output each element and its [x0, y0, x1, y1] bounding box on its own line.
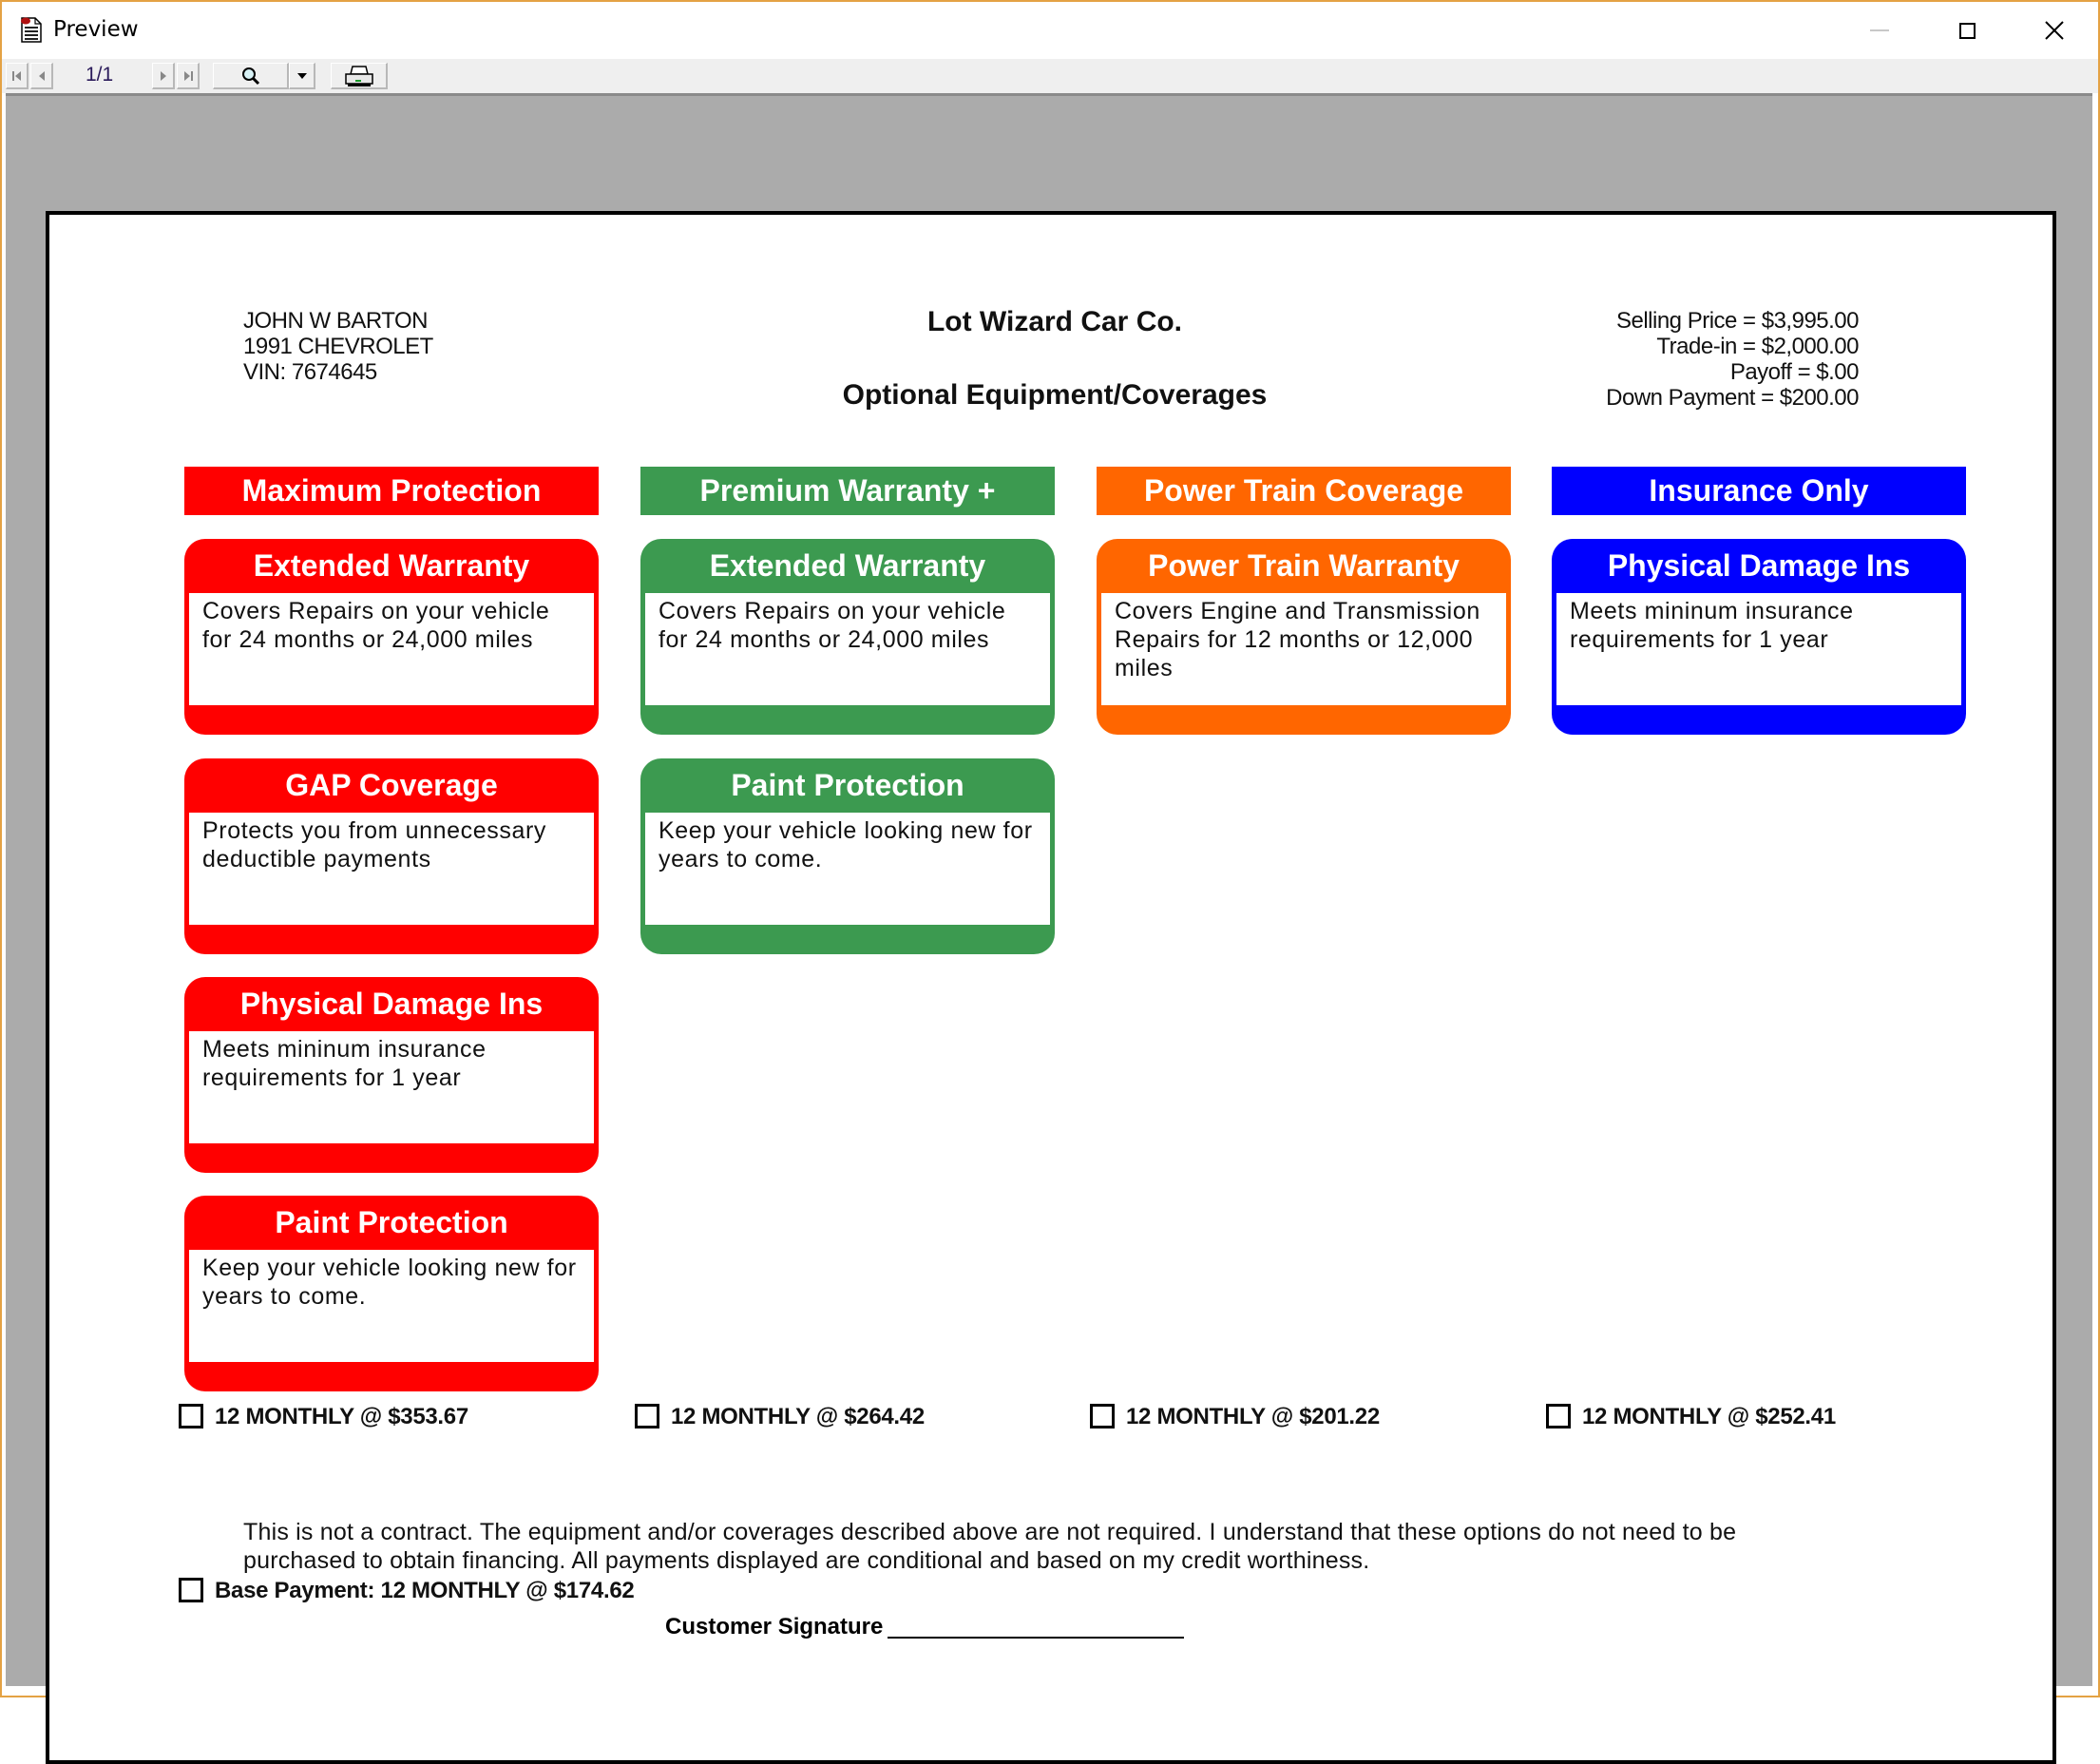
previous-page-button[interactable] — [30, 63, 53, 89]
disclaimer-line-1: This is not a contract. The equipment and/or coverages described above are not required. I understand that these options do not need to be — [243, 1519, 1737, 1545]
trade-in: Trade-in = $2,000.00 — [1656, 334, 1859, 359]
option-checkbox-power-train[interactable] — [1090, 1404, 1115, 1428]
card-title: GAP Coverage — [285, 767, 498, 802]
card-title: Paint Protection — [731, 767, 964, 802]
maximize-button[interactable] — [1923, 2, 2011, 59]
card-description: Keep your vehicle looking new for years to come. — [189, 1250, 594, 1362]
base-payment: Base Payment: 12 MONTHLY @ $174.62 — [215, 1578, 635, 1603]
coverage-card — [640, 539, 1055, 735]
column-header-insurance-only: Insurance Only — [1552, 467, 1966, 515]
disclaimer — [243, 1518, 1916, 1575]
window-title: Preview — [53, 17, 139, 42]
magnifier-icon — [240, 66, 261, 86]
last-page-icon — [181, 69, 195, 83]
coverage-card — [1097, 539, 1511, 735]
payment-maximum-protection: 12 MONTHLY @ $353.67 — [215, 1404, 468, 1429]
last-page-button[interactable] — [177, 63, 200, 89]
preview-viewport[interactable] — [6, 93, 2092, 1686]
next-page-icon — [157, 69, 170, 83]
vehicle-description: 1991 CHEVROLET — [243, 334, 433, 359]
coverage-card — [1552, 539, 1966, 735]
column-header-premium-warranty: Premium Warranty + — [640, 467, 1055, 515]
option-checkbox-insurance-only[interactable] — [1546, 1404, 1571, 1428]
first-page-button[interactable] — [6, 63, 29, 89]
card-description: Keep your vehicle looking new for years to come. — [645, 813, 1050, 925]
maximize-icon — [1959, 23, 1976, 39]
card-title: Physical Damage Ins — [239, 986, 544, 1021]
card-title: Extended Warranty — [709, 547, 986, 583]
minimize-button[interactable] — [1836, 2, 1923, 59]
card-description: Protects you from unnecessary deductible payments — [189, 813, 594, 925]
previous-page-icon — [35, 69, 48, 83]
close-icon — [2044, 20, 2065, 41]
customer-name: JOHN W BARTON — [243, 308, 428, 334]
chevron-down-icon — [296, 72, 308, 80]
disclaimer-line-2: purchased to obtain financing. All payments displayed are conditional and based on my credit worthiness. — [243, 1547, 1370, 1574]
payment-insurance-only: 12 MONTHLY @ $252.41 — [1582, 1404, 1836, 1429]
zoom-button[interactable] — [213, 63, 289, 89]
card-description: Covers Engine and Transmission Repairs for 12 months or 12,000 miles — [1101, 593, 1506, 705]
first-page-icon — [10, 69, 24, 83]
card-description: Covers Repairs on your vehicle for 24 months or 24,000 miles — [645, 593, 1050, 705]
column-header-maximum-protection: Maximum Protection — [184, 467, 599, 515]
pricing-summary — [1606, 308, 1859, 411]
card-description: Meets mininum insurance requirements for 1 year — [1556, 593, 1961, 705]
printer-icon — [344, 65, 374, 87]
payment-premium-warranty: 12 MONTHLY @ $264.42 — [671, 1404, 925, 1429]
card-description: Covers Repairs on your vehicle for 24 months or 24,000 miles — [189, 593, 594, 705]
next-page-button[interactable] — [152, 63, 175, 89]
coverage-card — [640, 758, 1055, 954]
document-page — [46, 211, 2056, 1764]
coverage-card — [184, 539, 599, 735]
page-title: Optional Equipment/Coverages — [842, 379, 1268, 411]
print-button[interactable] — [331, 63, 388, 89]
page-indicator: 1/1 — [86, 64, 114, 86]
title-bar — [2, 2, 2098, 59]
minimize-icon — [1870, 29, 1889, 31]
company-name: Lot Wizard Car Co. — [926, 306, 1183, 337]
card-title: Physical Damage Ins — [1607, 547, 1911, 583]
close-button[interactable] — [2011, 2, 2098, 59]
card-title: Extended Warranty — [253, 547, 530, 583]
document-preview-icon — [19, 15, 44, 44]
signature-line — [888, 1637, 1184, 1639]
base-payment-checkbox[interactable] — [179, 1578, 203, 1602]
signature-label: Customer Signature — [665, 1614, 884, 1639]
card-title: Paint Protection — [275, 1204, 508, 1239]
payment-power-train: 12 MONTHLY @ $201.22 — [1126, 1404, 1380, 1429]
card-title: Power Train Warranty — [1148, 547, 1460, 583]
payoff: Payoff = $.00 — [1729, 359, 1859, 385]
zoom-dropdown-button[interactable] — [289, 63, 315, 89]
preview-toolbar — [2, 59, 2098, 93]
coverage-card — [184, 977, 599, 1173]
down-payment: Down Payment = $200.00 — [1606, 385, 1859, 411]
option-checkbox-premium-warranty[interactable] — [635, 1404, 659, 1428]
option-checkbox-maximum-protection[interactable] — [179, 1404, 203, 1428]
column-header-power-train: Power Train Coverage — [1097, 467, 1511, 515]
card-description: Meets mininum insurance requirements for 1 year — [189, 1031, 594, 1143]
vehicle-vin: VIN: 7674645 — [243, 359, 377, 385]
coverage-card — [184, 758, 599, 954]
selling-price: Selling Price = $3,995.00 — [1615, 308, 1859, 334]
coverage-card — [184, 1196, 599, 1391]
